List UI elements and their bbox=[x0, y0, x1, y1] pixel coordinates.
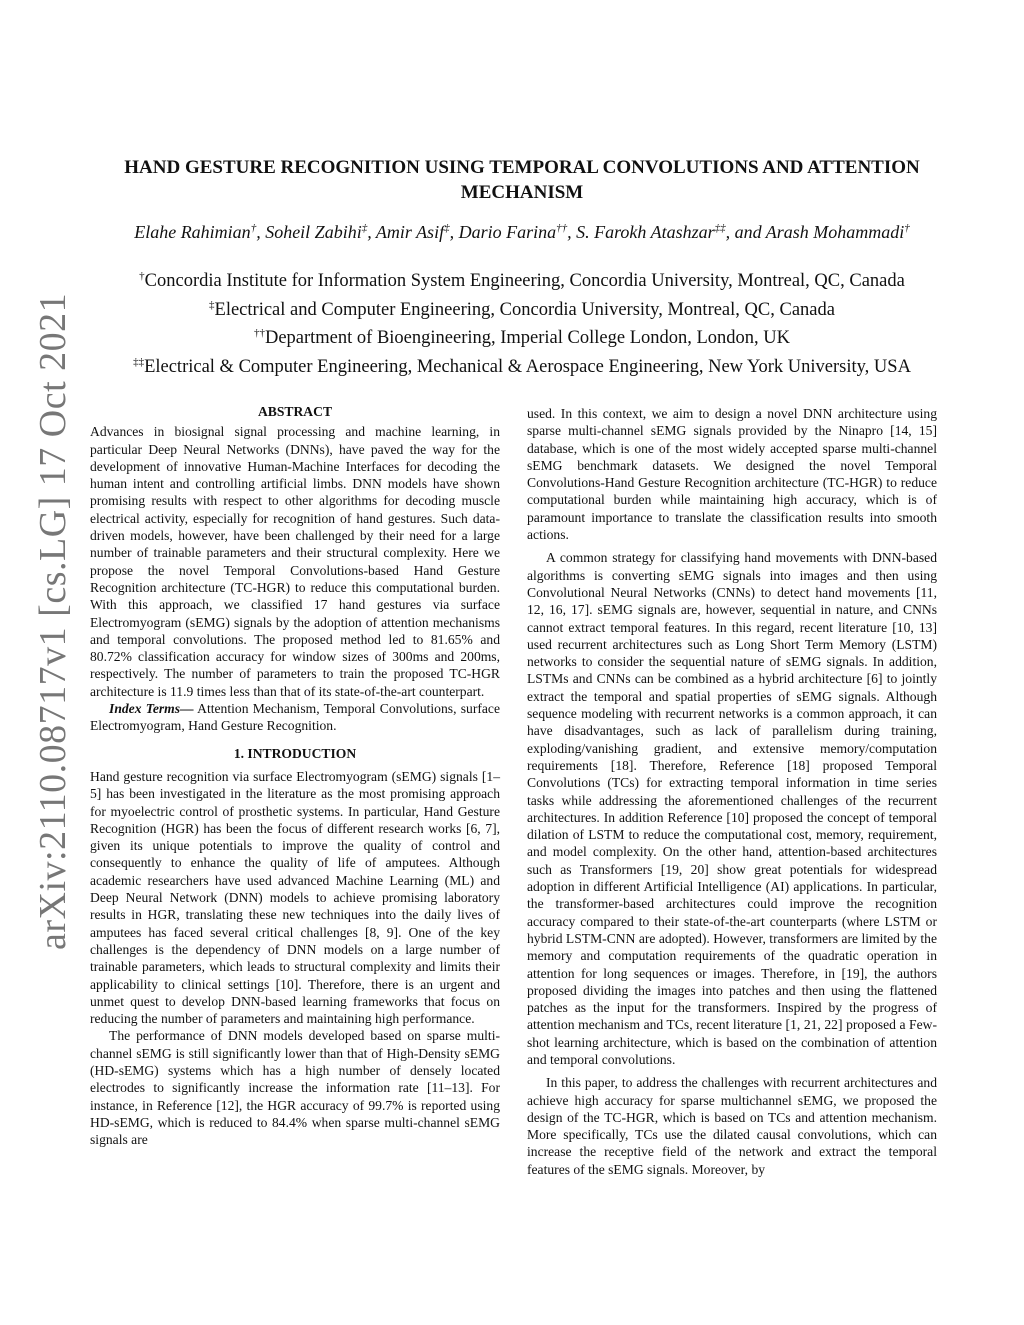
arxiv-identifier: arXiv:2110.08717v1 [cs.LG] 17 Oct 2021 bbox=[32, 292, 74, 950]
index-terms-text: Attention Mechanism, Temporal Convolutions, surface Electromyogram, Hand Gesture Recognition. bbox=[90, 701, 500, 734]
paper-title bbox=[90, 155, 954, 205]
author-5: S. Farokh Atashzar bbox=[576, 222, 715, 242]
author-sep: , bbox=[567, 222, 577, 242]
affiliation-text: Department of Bioengineering, Imperial College London, London, UK bbox=[264, 328, 791, 349]
author-4: Dario Farina bbox=[458, 222, 557, 242]
abstract-heading: ABSTRACT bbox=[257, 404, 333, 419]
affiliation-text: Concordia Institute for Information System Engineering, Concordia University, Montreal, QC, Canada bbox=[144, 271, 905, 292]
affiliation-text: Electrical & Computer Engineering, Mechanical & Aerospace Engineering, New York University, USA bbox=[144, 357, 911, 378]
left-column bbox=[90, 403, 500, 1148]
introduction-heading: 1. INTRODUCTION bbox=[233, 745, 357, 761]
author-5-mark: ‡‡ bbox=[714, 222, 726, 234]
affiliation-4 bbox=[90, 351, 954, 380]
author-1: Elahe Rahimian bbox=[134, 222, 251, 242]
author-4-mark: †† bbox=[556, 222, 568, 234]
abstract-text: Advances in biosignal signal processing and machine learning, in particular Deep Neural Networks (DNNs), have paved the way for the development of innovative Human-Machine Interfaces for decoding the human intent and controlling artificial limbs. DNN models have shown promising results with respect to other algorithms for decoding muscle electrical activity, especially for recognition of hand gestures. Such data-driven models, however, have been challenged by their need for a large number of trainable parameters and their structural complexity. Here we propose the novel Temporal Convolutions-based Hand Gesture Recognition architecture (TC-HGR) to reduce this computational burden. With this approach, we classified 17 hand gestures via surface Electromyogram (sEMG) signals by the adoption of attention mechanisms and temporal convolutions. The proposed method led to 81.65% and 80.72% classification accuracy for window sizes of 300ms and 200ms, respectively. The number of parameters to train the proposed TC-HGR architecture is 11.9 times less than that of its state-of-the-art counterpart. bbox=[90, 424, 500, 699]
author-sep: , bbox=[449, 222, 459, 242]
affiliation-mark: ‡ bbox=[209, 298, 215, 311]
intro-paragraph-1: Hand gesture recognition via surface Electromyogram (sEMG) signals [1–5] has been investigated in the literature as the most promising approach for myoelectric control of prosthetic systems. In particular, Hand Gesture Recognition (HGR) has been the focus of different research works [6, 7], given its unique potentials to improve the quality of control and consequently to enhance the quality of life of amputees. Although academic researchers have used advanced Machine Learning (ML) and Deep Neural Network (DNN) models to achieve promising laboratory results in HGR, translating these new techniques into the daily lives of amputees has faced several critical challenges [8, 9]. One of the key challenges is the dependency of DNN models on a large number of trainable parameters, which leads to structural complexity and limits their applicability to clinical settings [10]. Therefore, there is an urgent and unmet quest to develop DNN-based learning frameworks that focus on reducing the number of parameters and maintaining high performance. bbox=[90, 768, 500, 1027]
intro-paragraph-4: A common strategy for classifying hand movements with DNN-based algorithms is converting sEMG signals into images and then using Convolutional Neural Networks (CNNs) to detect hand movements [11, 12, 16, 17]. sEMG signals are, however, sequential in nature, and CNNs cannot extract temporal features. In this regard, recent literature [10, 13] used recurrent architectures such as Long Short Term Memory (LSTM) networks to consider the sequential nature of sEMG signals. In addition, LSTMs and CNNs can be combined as a hybrid architecture [6] to jointly extract the temporal and spatial properties of sEMG signals. Although sequence modeling with recurrent networks is a common approach, it can have disadvantages, such as lack of parallelism during training, exploding/vanishing gradient, and extensive memory/computation requirements [18]. Therefore, Reference [18] proposed Temporal Convolutions (TCs) for extracting temporal information in time series tasks while addressing the aforementioned challenges of the recurrent architectures. In addition Reference [10] proposed the concept of temporal dilation of LSTM to reduce the computational cost, memory, requirement, and model complexity. On the other hand, attention-based architectures such as Transformers [19, 20] show great potentials for widespread adoption in different Artificial Intelligence (AI) applications. In particular, the transformer-based architectures could improve the recognition accuracy compared to their state-of-the-art counterparts (where LSTM or hybrid LSTM-CNN are adopted). However, transformers are limited by the memory and computation requirements of the quadratic operation in attention for long sequences or images. Therefore, in [19], the authors proposed dividing the images into patches and then using the flattened patches as the input for the transformers. Inspired by the progress of attention mechanism and TCs, recent literature [1, 21, 22] proposed a Few-shot learning architecture, which is based on the combination of attention and temporal convolutions. bbox=[527, 550, 937, 1067]
index-terms bbox=[90, 700, 500, 735]
author-sep: , and bbox=[725, 222, 766, 242]
author-3-mark: ‡ bbox=[444, 222, 450, 234]
intro-paragraph-5: In this paper, to address the challenges with recurrent architectures and achieve high accuracy for sparse multichannel sEMG, we proposed the design of the TC-HGR, which is based on TCs and attention mechanism. More specifically, TCs use the dilated causal convolutions, which can increase the receptive field of the network and extract the temporal features of the sEMG signals. Moreover, by bbox=[527, 1075, 937, 1177]
author-sep: , bbox=[256, 222, 266, 242]
intro-paragraph-3: used. In this context, we aim to design a novel DNN architecture using sparse multi-channel sEMG signals provided by the Ninapro [14, 15] database, which is one of the most widely accepted sparse multi-channel sEMG benchmark datasets. We designed the novel Temporal Convolutions-Hand Gesture Recognition architecture (TC-HGR) to reduce computational burden while maintaining high accuracy, which is of paramount importance to translate the classification results into smooth actions. bbox=[527, 406, 937, 543]
title-line-2: MECHANISM bbox=[460, 182, 584, 203]
affiliation-text: Electrical and Computer Engineering, Concordia University, Montreal, QC, Canada bbox=[214, 299, 835, 320]
author-6: Arash Mohammadi bbox=[765, 222, 905, 242]
affiliation-1 bbox=[90, 265, 954, 294]
author-2-mark: ‡ bbox=[361, 222, 368, 234]
author-2: Soheil Zabihi bbox=[265, 222, 362, 242]
affiliation-mark: †† bbox=[253, 327, 265, 340]
affiliations bbox=[90, 265, 954, 380]
affiliation-2 bbox=[90, 294, 954, 323]
affiliation-mark: † bbox=[139, 270, 145, 282]
affiliation-3 bbox=[90, 322, 954, 351]
author-6-mark: † bbox=[904, 222, 910, 234]
author-sep: , bbox=[367, 222, 376, 242]
title-line-1: HAND GESTURE RECOGNITION USING TEMPORAL CONVOLUTIONS AND ATTENTION bbox=[124, 157, 920, 178]
author-list bbox=[90, 222, 954, 243]
right-column bbox=[527, 405, 937, 1178]
affiliation-mark: ‡‡ bbox=[133, 355, 145, 368]
index-terms-label: Index Terms— bbox=[109, 701, 194, 717]
intro-paragraph-2: The performance of DNN models developed based on sparse multi-channel sEMG is still significantly lower than that of High-Density sEMG (HD-sEMG) systems which has a high number of densely located electrodes to significantly increase the information rate [11–13]. For instance, in Reference [12], the HGR accuracy of 99.7% is reported using HD-sEMG, which is reduced to 84.4% when sparse multi-channel sEMG signals are bbox=[90, 1028, 500, 1148]
author-1-mark: † bbox=[250, 222, 257, 234]
author-3: Amir Asif bbox=[375, 222, 445, 242]
